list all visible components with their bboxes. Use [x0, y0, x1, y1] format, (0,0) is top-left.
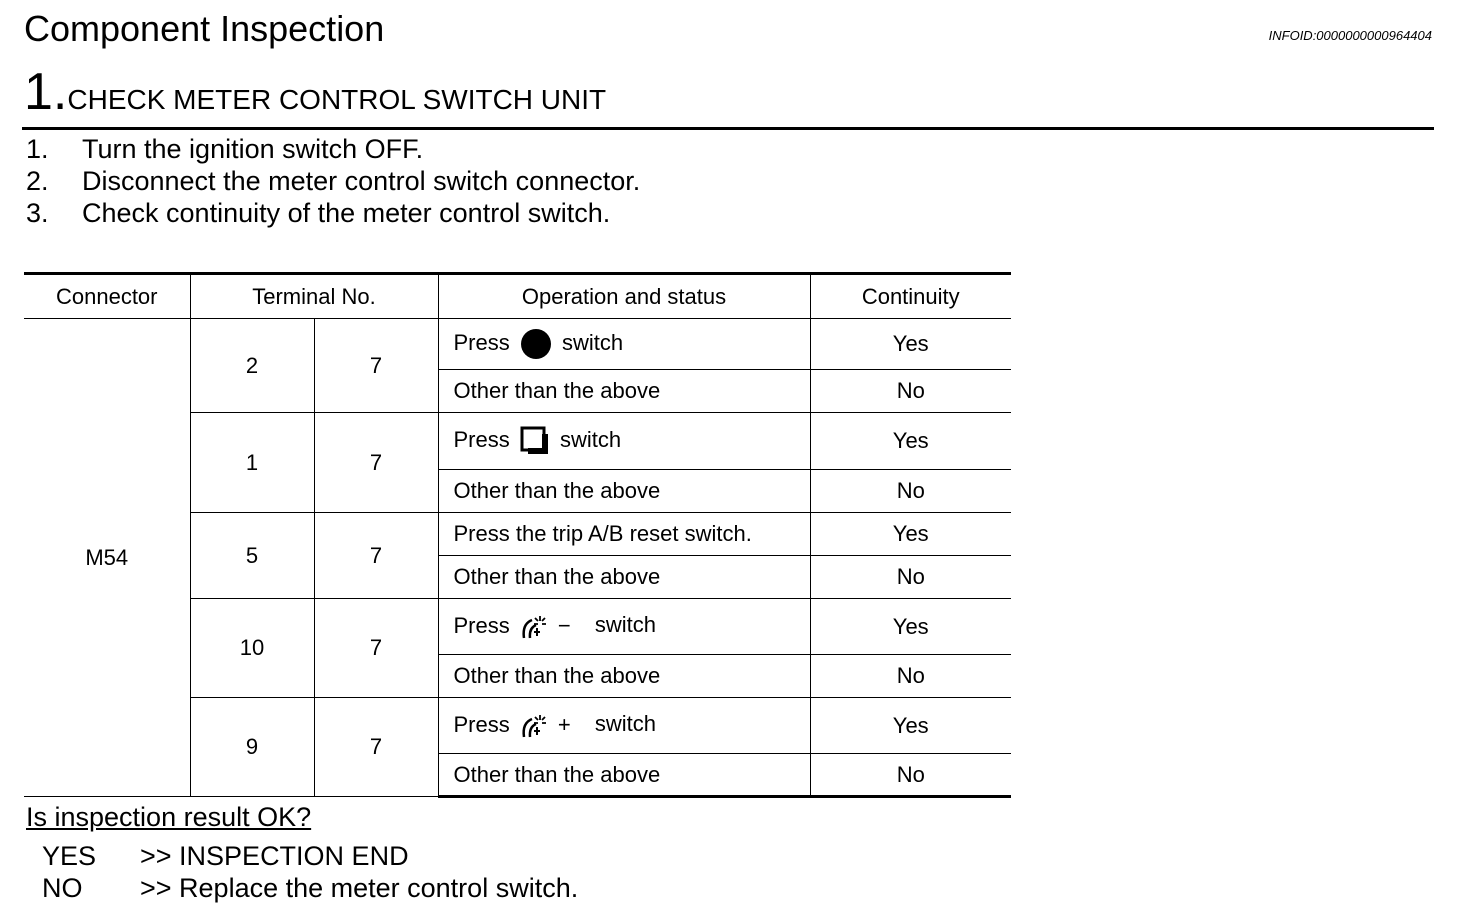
step-number: 1. [24, 63, 68, 121]
continuity-cell: No [810, 655, 1011, 698]
terminal-cell: 7 [314, 319, 438, 413]
terminal-cell: 7 [314, 698, 438, 797]
filled-circle-icon [520, 328, 552, 360]
operation-cell [438, 319, 810, 370]
press-label: Press [453, 612, 510, 638]
continuity-cell: No [810, 370, 1011, 413]
operation-cell [438, 413, 810, 470]
operation-cell [438, 599, 810, 655]
answer-text: >> Replace the meter control switch. [140, 873, 579, 903]
operation-cell: Other than the above [438, 370, 810, 413]
operation-cell: Other than the above [438, 655, 810, 698]
terminal-cell: 7 [314, 599, 438, 698]
switch-label: switch [562, 329, 624, 355]
terminal-cell: 7 [314, 413, 438, 513]
heading-rule [22, 127, 1434, 130]
answer-key: YES [42, 841, 97, 871]
header-connector: Connector [24, 274, 190, 319]
header-continuity: Continuity [810, 274, 1011, 319]
terminal-cell: 5 [190, 513, 314, 599]
square-icon [520, 426, 550, 456]
terminal-cell: 7 [314, 513, 438, 599]
procedure-item-text: Turn the ignition switch OFF. [82, 134, 424, 164]
step-heading [24, 64, 606, 128]
header-terminal: Terminal No. [190, 274, 438, 319]
continuity-cell: No [810, 556, 1011, 599]
continuity-cell: Yes [810, 413, 1011, 470]
header-operation: Operation and status [438, 274, 810, 319]
procedure-item [26, 133, 640, 165]
procedure-item-number: 3. [26, 198, 49, 228]
operation-cell: Press the trip A/B reset switch. [438, 513, 810, 556]
page-title: Component Inspection [24, 8, 385, 49]
continuity-table [24, 272, 1011, 798]
operation-cell: Other than the above [438, 754, 810, 797]
press-label: Press [453, 426, 510, 452]
switch-label: switch [594, 612, 656, 638]
procedure-item-text: Disconnect the meter control switch connector. [82, 166, 641, 196]
continuity-cell: Yes [810, 513, 1011, 556]
answer-list [42, 840, 578, 904]
answer-text: >> INSPECTION END [140, 841, 409, 871]
operation-cell [438, 698, 810, 754]
procedure-item-text: Check continuity of the meter control switch. [82, 198, 611, 228]
procedure-item [26, 197, 640, 229]
info-id: INFOID:0000000000964404 [1268, 28, 1432, 43]
dimmer-sign: + [557, 711, 571, 737]
terminal-cell: 1 [190, 413, 314, 513]
procedure-list [26, 133, 640, 229]
illumination-minus-icon [520, 612, 554, 642]
operation-cell: Other than the above [438, 556, 810, 599]
continuity-cell: Yes [810, 319, 1011, 370]
answer-no [42, 872, 578, 904]
illumination-plus-icon [520, 711, 554, 741]
dimmer-sign: − [557, 612, 571, 638]
press-label: Press [453, 329, 510, 355]
step-title: CHECK METER CONTROL SWITCH UNIT [67, 84, 607, 115]
continuity-cell: No [810, 470, 1011, 513]
switch-label: switch [594, 711, 656, 737]
procedure-item-number: 2. [26, 166, 49, 196]
continuity-cell: No [810, 754, 1011, 797]
table-header-row [24, 274, 1011, 319]
answer-yes [42, 840, 578, 872]
procedure-item [26, 165, 640, 197]
terminal-cell: 9 [190, 698, 314, 797]
switch-label: switch [560, 426, 622, 452]
procedure-item-number: 1. [26, 134, 49, 164]
continuity-cell: Yes [810, 698, 1011, 754]
operation-cell: Other than the above [438, 470, 810, 513]
terminal-cell: 10 [190, 599, 314, 698]
connector-cell: M54 [24, 319, 190, 797]
answer-key: NO [42, 873, 83, 903]
terminal-cell: 2 [190, 319, 314, 413]
continuity-cell: Yes [810, 599, 1011, 655]
press-label: Press [453, 711, 510, 737]
table-row [24, 319, 1011, 370]
inspection-question: Is inspection result OK? [26, 802, 312, 832]
